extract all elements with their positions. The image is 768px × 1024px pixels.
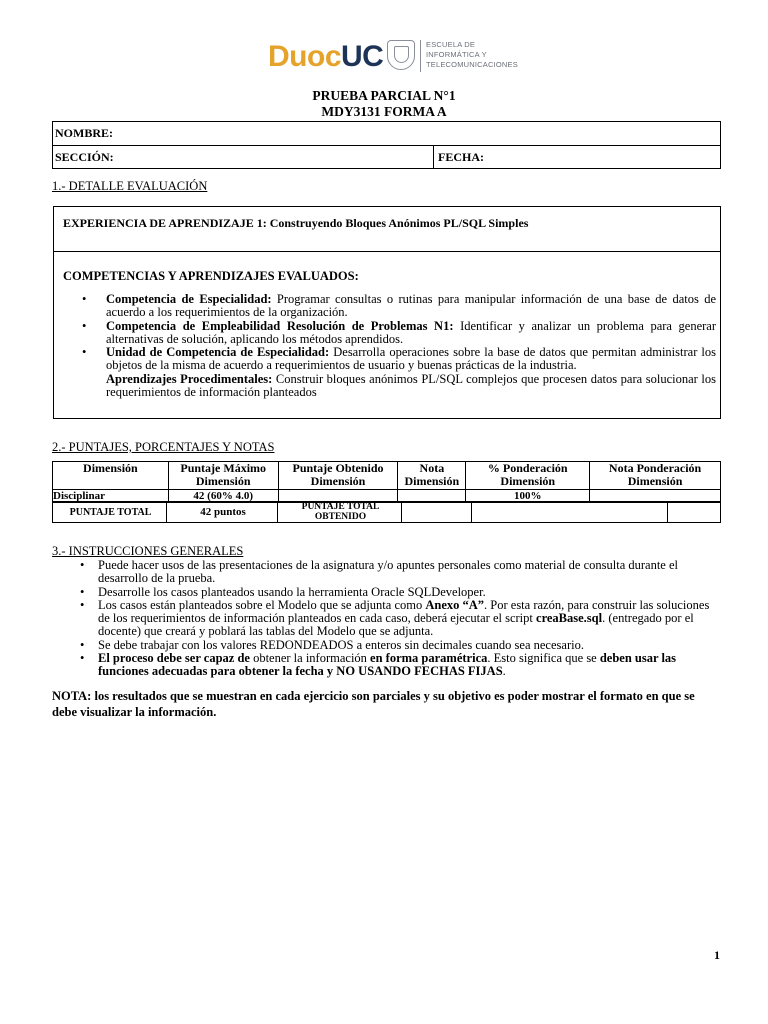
school-line: INFORMÁTICA Y xyxy=(426,50,487,59)
puntaje-max-cell: 42 (60% 4.0) xyxy=(168,490,278,503)
instructions-list xyxy=(52,559,722,679)
university-seal-icon xyxy=(387,40,415,70)
puntaje-total-cell xyxy=(52,501,167,523)
nombre-label: NOMBRE: xyxy=(55,126,113,140)
competencia-item xyxy=(60,293,716,320)
instruction-text: Los casos están planteados sobre el Modelo que se adjunta como xyxy=(98,597,426,612)
competencias-list xyxy=(60,293,716,399)
col-header: Puntaje Máximo Dimensión xyxy=(168,462,278,490)
instruction-item xyxy=(52,652,722,679)
instruction-text: Se debe trabajar con los valores REDONDEADOS a enteros sin decimales cuando sea necesario. xyxy=(98,637,584,652)
fecha-label: FECHA: xyxy=(438,150,484,164)
bullet-icon: • xyxy=(82,345,87,360)
instruction-item xyxy=(52,639,722,652)
instruction-text: obtener la información xyxy=(253,651,371,666)
duocuc-logo xyxy=(268,38,518,74)
dimension-cell: Disciplinar xyxy=(53,490,169,503)
bullet-icon: • xyxy=(80,651,85,666)
competencia-text: Desarrolla operaciones sobre la base de datos que permitan administrar los objetos de la misma de acuerdo a requerimientos de usuario y buenas prácticas de la industria. xyxy=(106,345,717,373)
competencia-item xyxy=(60,320,716,347)
section-3-heading-text: 3.- INSTRUCCIONES GENERALES xyxy=(52,544,244,558)
competencia-bold: Competencia de Empleabilidad Resolución de Problemas N1: xyxy=(106,318,454,333)
instruction-bold: El proceso debe ser capaz de xyxy=(98,651,254,666)
instruction-text: Puede hacer usos de las presentaciones de la asignatura y/o apuntes personales como material de consulta durante el desarrollo de la prueba. xyxy=(98,558,678,586)
bullet-icon: • xyxy=(80,597,85,612)
aprendizajes-bold: Aprendizajes Procedimentales: xyxy=(106,371,273,386)
fecha-field[interactable] xyxy=(433,145,721,169)
bullet-icon: • xyxy=(80,637,85,652)
instruction-item xyxy=(52,559,722,586)
competencia-text: Programar consultas o rutinas para manipular información de una base de datos de acuerdo a los requerimientos de la organización. xyxy=(106,292,716,320)
total-obtenido-label: PUNTAJE TOTAL OBTENIDO xyxy=(301,502,380,522)
col-header: Nota Ponderación Dimensión xyxy=(590,462,721,490)
puntos-cell xyxy=(166,501,278,523)
competencias-box xyxy=(53,251,721,419)
aprendizajes-text: Construir bloques anónimos PL/SQL complejos que procesen datos para solucionar los requerimientos de información planteados xyxy=(106,371,717,400)
ponderacion-cell: 100% xyxy=(466,490,590,503)
school-line: ESCUELA DE xyxy=(426,40,476,49)
seccion-field[interactable] xyxy=(52,145,434,169)
instruction-item xyxy=(52,586,722,599)
bullet-icon: • xyxy=(82,292,87,306)
page-number: 1 xyxy=(714,948,720,962)
aprendizajes-item xyxy=(60,373,716,400)
bullet-icon: • xyxy=(80,584,85,599)
competencia-text: Identificar y analizar un problema para generar alternativas de solución, aplicando los métodos aprendidos. xyxy=(106,318,716,346)
instruction-item xyxy=(52,599,722,639)
logo-uc-text: UC xyxy=(341,40,384,73)
logo-school-name xyxy=(426,40,518,70)
competencia-bold: Unidad de Competencia de Especialidad: xyxy=(106,345,330,360)
nombre-field[interactable] xyxy=(52,121,721,146)
instruction-text: . Por esta razón, para construir las soluciones de los requerimientos de información planteados en cada caso, deberá ejecutar el script xyxy=(98,597,710,626)
school-line: TELECOMUNICACIONES xyxy=(426,60,518,69)
section-1-heading xyxy=(52,179,207,194)
instruction-text: . (entregado por el docente) que creará y poblará las tablas del Modelo que se adjunta. xyxy=(98,611,694,639)
total-obtenido-cell xyxy=(277,501,402,523)
instruction-text: . Esto significa que se xyxy=(487,651,600,666)
logo-divider xyxy=(420,40,421,72)
section-1-heading-text: 1.- DETALLE EVALUACIÓN xyxy=(52,179,208,193)
competencia-item xyxy=(60,346,716,373)
logo-wordmark xyxy=(268,40,383,74)
exam-title: PRUEBA PARCIAL N°1 xyxy=(312,88,456,103)
col-header: % Ponderación Dimensión xyxy=(466,462,590,490)
instruction-bold: deben usar las funciones adecuadas para obtener la fecha y NO USANDO FECHAS FIJAS xyxy=(98,651,677,679)
col-header: Nota Dimensión xyxy=(398,462,466,490)
table-header-row xyxy=(53,462,721,490)
bullet-icon: • xyxy=(82,318,87,333)
experiencia-text: EXPERIENCIA DE APRENDIZAJE 1: Construyendo Bloques Anónimos PL/SQL Simples xyxy=(63,216,529,230)
puntos-value: 42 puntos xyxy=(200,506,246,518)
competencias-heading: COMPETENCIAS Y APRENDIZAJES EVALUADOS: xyxy=(63,269,359,283)
section-2-heading-text: 2.- PUNTAJES, PORCENTAJES Y NOTAS xyxy=(52,440,275,454)
nota-paragraph: NOTA: los resultados que se muestran en cada ejercicio son parciales y su objetivo es poder mostrar el formato en que se debe visualizar la información. xyxy=(52,689,695,719)
logo-duoc-text: Duoc xyxy=(268,40,341,73)
col-header: Puntaje Obtenido Dimensión xyxy=(278,462,398,490)
bullet-icon: • xyxy=(80,558,85,572)
instruction-bold: Anexo “A” xyxy=(425,597,485,612)
instruction-text: . xyxy=(502,664,506,679)
section-2-heading xyxy=(52,440,274,455)
instruction-text: Desarrolle los casos planteados usando la herramienta Oracle SQLDeveloper. xyxy=(98,584,486,599)
experiencia-box xyxy=(53,206,721,252)
scores-table xyxy=(52,461,721,503)
total-cell[interactable] xyxy=(471,501,668,523)
seccion-label: SECCIÓN: xyxy=(55,150,114,164)
total-cell[interactable] xyxy=(667,501,721,523)
puntaje-total-label: PUNTAJE TOTAL xyxy=(69,507,152,518)
competencia-bold: Competencia de Especialidad: xyxy=(106,292,272,306)
section-3-heading xyxy=(52,544,243,559)
instruction-bold: en forma paramétrica xyxy=(370,651,488,666)
col-header: Dimensión xyxy=(53,462,169,490)
instruction-bold: creaBase.sql xyxy=(536,611,603,626)
total-cell[interactable] xyxy=(401,501,472,523)
exam-code: MDY3131 FORMA A xyxy=(321,104,447,119)
